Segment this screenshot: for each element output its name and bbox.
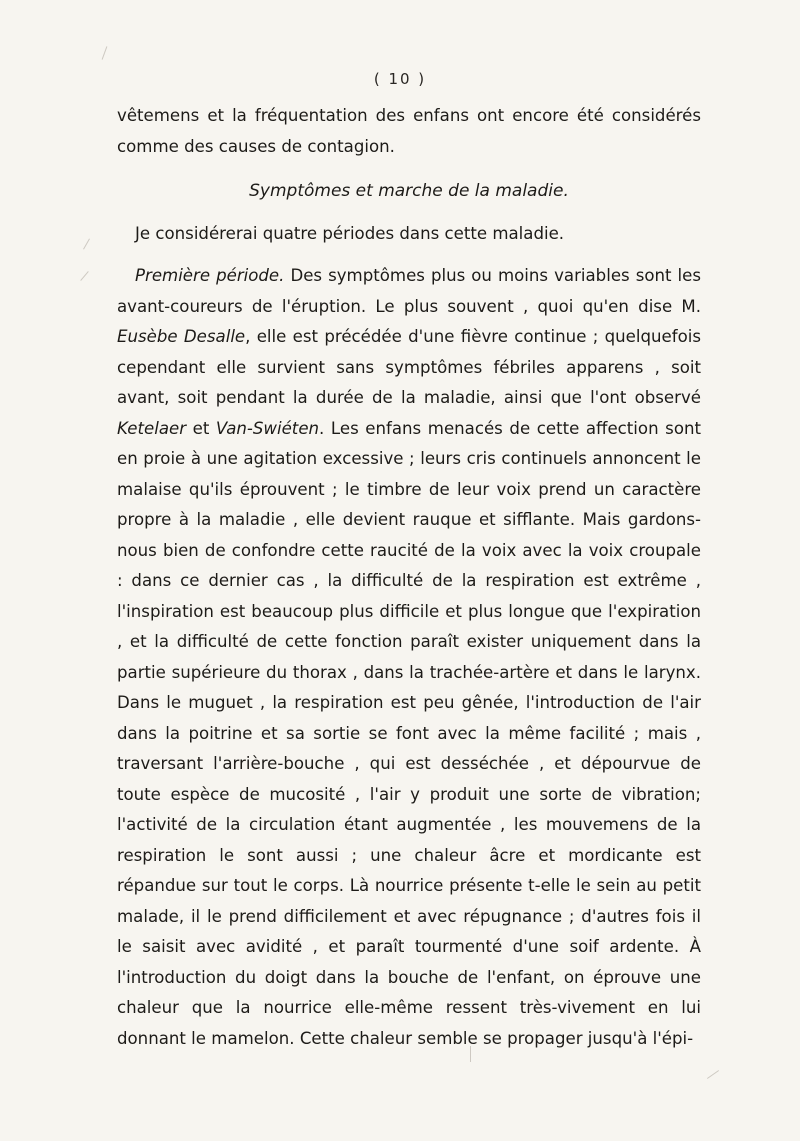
author-name: Ketelaer: [117, 418, 187, 438]
paper-speck: [707, 1070, 719, 1079]
paragraph-gap: [117, 249, 701, 261]
paragraph-first-period: [117, 261, 701, 1054]
text-run: . Les enfans menacés de cette affection sont en proie à une agitation excessive ; leurs cris continuels annoncent le malaise qu'ils éprouvent ; le timbre de leur voix prend un caractère propre à la maladie , elle devient rauque et sifflante. Mais gardons-nous bien de confondre cette raucité de la voix avec la voix croupale : dans ce dernier cas , la difficulté de la respiration est extrême , l'inspiration est beaucoup plus difficile et plus longue que l'expiration , et la difficulté de cette fonction paraît exister uniquement dans la partie supérieure du thorax , dans la trachée-artère et dans le larynx. Dans le muguet , la respiration est peu gênée, l'introduction de l'air dans la poitrine et sa sortie se font avec la même facilité ; mais , traversant l'arrière-bouche , qui est desséchée , et dépourvue de toute espèce de mucosité , l'air y produit une sorte de vibration; l'activité de la circulation étant augmentée , les mouvemens de la respiration le sont aussi ; une chaleur âcre et mordicante est répandue sur tout le corps. Là nourrice présente t-elle le sein au petit malade, il le prend difficilement et avec répugnance ; d'autres fois il le saisit avec avidité , et paraît tourmenté d'une soif ardente. À l'introduction du doigt dans la bouche de l'enfant, on éprouve une chaleur que la nourrice elle-même ressent très-vivement en lui donnant le mamelon. Cette chaleur semble se propager jusqu'à l'épi-: [117, 418, 701, 1048]
page-number: ( 10 ): [373, 70, 427, 88]
paper-speck: [83, 239, 90, 250]
text-run: Des symptômes plus ou moins variables sont les avant-coureurs de l'éruption. Le plus souvent , quoi qu'en dise M.: [117, 266, 702, 316]
paragraph-continuation: vêtemens et la fréquentation des enfans ont encore été considérés comme des causes de contagion.: [117, 106, 701, 156]
paper-speck: [102, 46, 108, 59]
body-text: [117, 101, 701, 1054]
text-run: , elle est précédée d'une fièvre continue ; quelquefois cependant elle survient sans symptômes fébriles apparens , soit avant, soit pendant la durée de la maladie, ainsi que l'ont observé: [117, 327, 701, 407]
section-heading: Symptômes et marche de la maladie.: [249, 181, 569, 201]
period-title: Première période.: [135, 266, 285, 285]
author-name: Eusèbe Desalle: [117, 327, 246, 346]
author-name: Van-Swiéten: [215, 418, 320, 438]
paper-speck: [80, 271, 88, 281]
paragraph-intro: Je considérerai quatre périodes dans cette maladie.: [135, 223, 565, 243]
paper-speck: [470, 1046, 471, 1062]
text-run: et: [186, 418, 216, 438]
